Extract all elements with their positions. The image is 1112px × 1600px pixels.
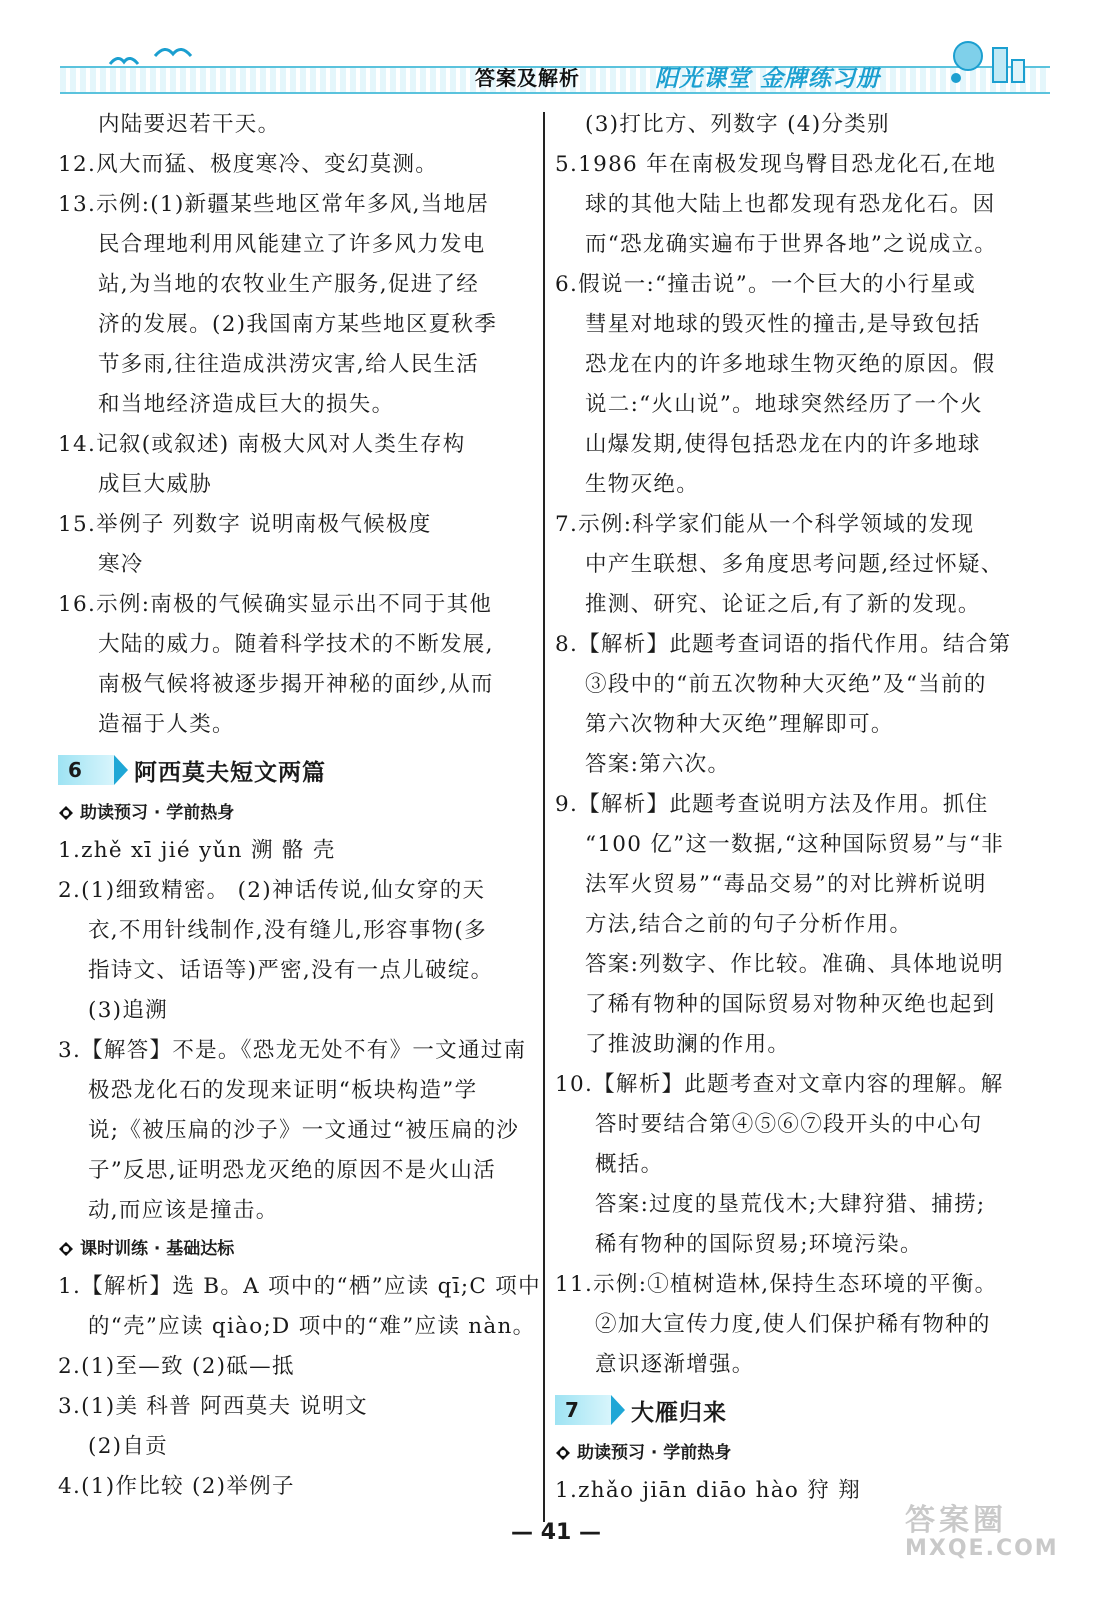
answer-line: 概括。	[595, 1152, 664, 1177]
diamond-bullet-icon	[58, 805, 74, 821]
answer-line: 内陆要迟若干天。	[98, 112, 281, 137]
answer-line: 成巨大威胁	[98, 472, 213, 497]
answer-line: 了推波助澜的作用。	[585, 1032, 791, 1057]
answer-line: 的“壳”应读 qiào;D 项中的“难”应读 nàn。	[88, 1314, 536, 1339]
answer-line: 11.示例:①植树造林,保持生态环境的平衡。	[555, 1272, 998, 1297]
subsection-title: 助读预习 · 学前热身	[577, 1443, 732, 1463]
answer-line: 9.【解析】此题考查说明方法及作用。抓住	[555, 792, 989, 817]
answer-line: (3)追溯	[88, 998, 168, 1023]
watermark-top: 答案圈	[905, 1503, 1007, 1538]
subsection-heading	[58, 795, 533, 831]
answer-line: (2)自贡	[88, 1434, 168, 1459]
answer-line: 8.【解析】此题考查词语的指代作用。结合第	[555, 632, 1012, 657]
answer-line: 大陆的威力。随着科学技术的不断发展,	[98, 632, 494, 657]
section-heading	[555, 1387, 1033, 1433]
answer-line: 2.(1)细致精密。 (2)神话传说,仙女穿的天	[58, 878, 486, 903]
watermark	[905, 1503, 1059, 1565]
answer-line: 答时要结合第④⑤⑥⑦段开头的中心句	[595, 1112, 983, 1137]
column-divider	[543, 112, 545, 1522]
answer-line: 指诗文、话语等)严密,没有一点儿破绽。	[88, 958, 494, 983]
section-title: 阿西莫夫短文两篇	[134, 759, 326, 786]
answer-line: 法军火贸易”“毒品交易”的对比辨析说明	[585, 872, 987, 897]
answer-line: 3.(1)美 科普 阿西莫夫 说明文	[58, 1394, 368, 1419]
answer-line: 而“恐龙确实遍布于世界各地”之说成立。	[585, 232, 998, 257]
answer-line: 1.zhě xī jié yǔn 溯 骼 壳	[58, 838, 336, 863]
answer-line: ②加大宣传力度,使人们保护稀有物种的	[595, 1312, 991, 1337]
answer-line: 彗星对地球的毁灭性的撞击,是导致包括	[585, 312, 981, 337]
page-header	[60, 50, 1050, 98]
answer-line: 意识逐渐增强。	[595, 1352, 755, 1377]
arrow-icon	[611, 1395, 625, 1425]
answer-line: 2.(1)至—致 (2)砥—抵	[58, 1354, 295, 1379]
arrow-icon	[114, 755, 128, 785]
answer-line: 和当地经济造成巨大的损失。	[98, 392, 395, 417]
answer-line: 极恐龙化石的发现来证明“板块构造”学	[88, 1078, 478, 1103]
answer-line: 答案:过度的垦荒伐木;大肆狩猎、捕捞;	[595, 1192, 986, 1217]
right-column	[555, 105, 1033, 1511]
answer-line: 12.风大而猛、极度寒冷、变幻莫测。	[58, 152, 439, 177]
answer-line: 推测、研究、论证之后,有了新的发现。	[585, 592, 981, 617]
answer-line: 5.1986 年在南极发现鸟臀目恐龙化石,在地	[555, 152, 997, 177]
answer-line: 衣,不用针线制作,没有缝儿,形容事物(多	[88, 918, 487, 943]
answer-line: 15.举例子 列数字 说明南极气候极度	[58, 512, 432, 537]
answer-line: 说;《被压扁的沙子》一文通过“被压扁的沙	[88, 1118, 520, 1143]
answer-line: 寒冷	[98, 552, 144, 577]
answer-line: 答案:列数字、作比较。准确、具体地说明	[585, 952, 1004, 977]
section-number: 7	[555, 1395, 611, 1425]
answer-line: 济的发展。(2)我国南方某些地区夏秋季	[98, 312, 498, 337]
section-title: 大雁归来	[631, 1399, 727, 1426]
answer-line: 中产生联想、多角度思考问题,经过怀疑、	[585, 552, 1004, 577]
answer-line: 答案:第六次。	[585, 752, 731, 777]
header-brand: 阳光课堂 金牌练习册	[655, 66, 881, 92]
answer-line: 生物灭绝。	[585, 472, 700, 497]
answer-line: 南极气候将被逐步揭开神秘的面纱,从而	[98, 672, 494, 697]
answer-line: ③段中的“前五次物种大灭绝”及“当前的	[585, 672, 987, 697]
answer-line: 方法,结合之前的句子分析作用。	[585, 912, 913, 937]
answer-line: 恐龙在内的许多地球生物灭绝的原因。假	[585, 352, 996, 377]
answer-line: 13.示例:(1)新疆某些地区常年多风,当地居	[58, 192, 490, 217]
answer-line: 动,而应该是撞击。	[88, 1198, 279, 1223]
answer-line: 造福于人类。	[98, 712, 235, 737]
page-number: — 41 —	[511, 1520, 601, 1545]
left-column	[58, 105, 541, 1507]
section-number: 6	[58, 755, 114, 785]
answer-line: 1.zhǎo jiān diāo hào 狩 翔	[555, 1478, 862, 1503]
answer-line: 16.示例:南极的气候确实显示出不同于其他	[58, 592, 493, 617]
header-title: 答案及解析	[475, 66, 580, 90]
answer-line: 14.记叙(或叙述) 南极大风对人类生存构	[58, 432, 466, 457]
answer-line: 球的其他大陆上也都发现有恐龙化石。因	[585, 192, 996, 217]
subsection-heading	[58, 1231, 533, 1267]
birds-icon	[100, 42, 210, 72]
answer-line: 节多雨,往往造成洪涝灾害,给人民生活	[98, 352, 480, 377]
answer-line: 7.示例:科学家们能从一个科学领域的发现	[555, 512, 975, 537]
answer-line: 子”反思,证明恐龙灭绝的原因不是火山活	[88, 1158, 497, 1183]
answer-line: 3.【解答】不是。《恐龙无处不有》一文通过南	[58, 1038, 527, 1063]
answer-line: 民合理地利用风能建立了许多风力发电	[98, 232, 486, 257]
watermark-bottom: MXQE.COM	[905, 1536, 1059, 1561]
subsection-heading	[555, 1435, 1033, 1471]
answer-line: 10.【解析】此题考查对文章内容的理解。解	[555, 1072, 1004, 1097]
answer-line: (3)打比方、列数字 (4)分类别	[585, 112, 890, 137]
answer-line: 4.(1)作比较 (2)举例子	[58, 1474, 295, 1499]
answer-line: 稀有物种的国际贸易;环境污染。	[595, 1232, 923, 1257]
diamond-bullet-icon	[555, 1445, 571, 1461]
answer-line: 山爆发期,使得包括恐龙在内的许多地球	[585, 432, 981, 457]
answer-line: 了稀有物种的国际贸易对物种灭绝也起到	[585, 992, 996, 1017]
answer-line: “100 亿”这一数据,“这种国际贸易”与“非	[585, 832, 1005, 857]
answer-line: 6.假说一:“撞击说”。一个巨大的小行星或	[555, 272, 977, 297]
answer-line: 站,为当地的农牧业生产服务,促进了经	[98, 272, 480, 297]
subsection-title: 助读预习 · 学前热身	[80, 803, 235, 823]
subsection-title: 课时训练 · 基础达标	[80, 1239, 235, 1259]
section-heading	[58, 747, 533, 793]
answer-line: 1.【解析】选 B。A 项中的“栖”应读 qī;C 项中	[58, 1274, 541, 1299]
diamond-bullet-icon	[58, 1241, 74, 1257]
answer-line: 第六次物种大灭绝”理解即可。	[585, 712, 894, 737]
globe-decoration-icon	[938, 28, 1038, 92]
answer-line: 说二:“火山说”。地球突然经历了一个火	[585, 392, 983, 417]
